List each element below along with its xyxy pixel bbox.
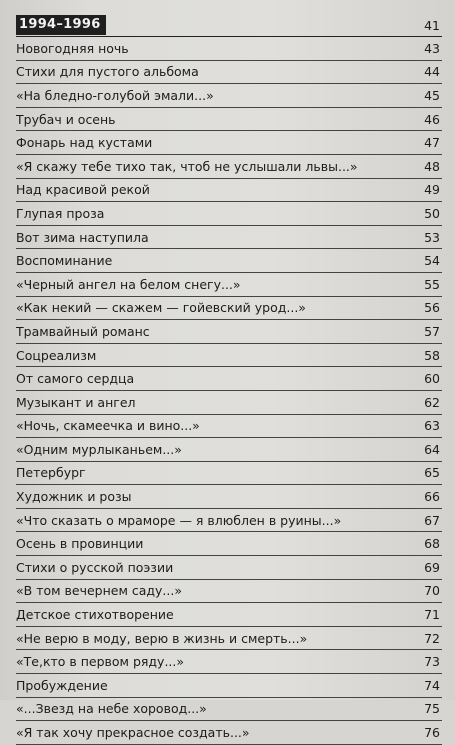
toc-entry-title: Новогодняя ночь [16,40,129,56]
toc-entry-title: Соцреализм [16,347,97,363]
toc-entry [16,650,442,674]
toc-entry-page-number: 58 [424,347,440,363]
toc-entry-title: «Ночь, скамеечка и вино...» [16,418,200,434]
toc-entry [16,179,442,203]
toc-entry-page-number: 46 [424,111,440,127]
toc-entry [16,580,442,604]
section-page-number: 41 [424,17,440,33]
toc-entry-title: «...Звезд на небе хоровод...» [16,701,207,717]
section-title: 1994–1996 [16,15,106,35]
toc-entry-title: «Я так хочу прекрасное создать...» [16,725,250,741]
toc-entry [16,226,442,250]
toc-entry-title: Воспоминание [16,253,113,269]
toc-entry [16,415,442,439]
toc-entry-page-number: 50 [424,205,440,221]
toc-entry-title: Трамвайный романс [16,323,150,339]
toc-entry-page-number: 54 [424,253,440,269]
toc-entry-page-number: 66 [424,489,440,505]
toc-entry-page-number: 57 [424,323,440,339]
toc-entry-list [16,37,442,745]
toc-entry-title: Глупая проза [16,205,105,221]
toc-entry-title: «На бледно-голубой эмали...» [16,87,214,103]
toc-entry-page-number: 62 [424,394,440,410]
toc-entry-title: Вот зима наступила [16,229,149,245]
toc-entry-title: «Что сказать о мраморе — я влюблен в руины...» [16,512,342,528]
toc-entry [16,202,442,226]
toc-entry [16,273,442,297]
toc-entry [16,627,442,651]
toc-entry [16,84,442,108]
table-of-contents [16,14,442,745]
toc-entry [16,462,442,486]
toc-entry-title: «Те,кто в первом ряду...» [16,654,185,670]
toc-entry [16,344,442,368]
toc-entry-title: «Не верю в моду, верю в жизнь и смерть...» [16,630,308,646]
toc-entry-page-number: 43 [424,40,440,56]
toc-entry [16,438,442,462]
toc-entry-page-number: 53 [424,229,440,245]
toc-entry-page-number: 73 [424,654,440,670]
toc-entry [16,674,442,698]
toc-entry-title: «Как некий — скажем — гойевский урод...» [16,300,306,316]
toc-entry-page-number: 44 [424,64,440,80]
toc-entry-page-number: 55 [424,276,440,292]
section-heading-row [16,14,442,37]
toc-entry-title: Петербург [16,465,86,481]
toc-entry-title: «В том вечернем саду...» [16,583,183,599]
toc-entry-title: От самого сердца [16,371,135,387]
toc-entry [16,297,442,321]
toc-entry-title: Над красивой рекой [16,182,150,198]
toc-entry-page-number: 69 [424,559,440,575]
toc-entry-page-number: 70 [424,583,440,599]
toc-entry-page-number: 75 [424,701,440,717]
toc-entry-page-number: 67 [424,512,440,528]
toc-entry [16,698,442,722]
toc-entry-title: Художник и розы [16,489,132,505]
toc-entry-page-number: 71 [424,607,440,623]
toc-entry [16,532,442,556]
toc-entry-title: Фонарь над кустами [16,135,153,151]
toc-entry [16,249,442,273]
toc-entry-page-number: 47 [424,135,440,151]
toc-entry [16,37,442,61]
toc-entry-title: «Одним мурлыканьем...» [16,441,182,457]
toc-entry-title: Осень в провинции [16,536,144,552]
toc-entry-title: Трубач и осень [16,111,116,127]
toc-entry-title: Стихи о русской поэзии [16,559,174,575]
toc-entry-page-number: 74 [424,677,440,693]
toc-entry-title: Музыкант и ангел [16,394,136,410]
toc-entry [16,485,442,509]
toc-entry [16,556,442,580]
toc-entry-page-number: 60 [424,371,440,387]
toc-entry-title: «Черный ангел на белом снегу...» [16,276,241,292]
toc-entry-page-number: 65 [424,465,440,481]
toc-entry-page-number: 64 [424,441,440,457]
toc-entry-title: Детское стихотворение [16,607,174,623]
toc-entry [16,509,442,533]
toc-entry-page-number: 56 [424,300,440,316]
toc-entry [16,155,442,179]
toc-entry [16,61,442,85]
toc-entry [16,367,442,391]
toc-entry-title: Стихи для пустого альбома [16,64,199,80]
toc-entry-page-number: 48 [424,158,440,174]
toc-entry [16,391,442,415]
toc-entry [16,320,442,344]
toc-entry-page-number: 72 [424,630,440,646]
toc-entry-page-number: 49 [424,182,440,198]
toc-entry [16,721,442,745]
toc-entry [16,108,442,132]
toc-entry [16,603,442,627]
toc-entry-page-number: 45 [424,87,440,103]
toc-entry-title: «Я скажу тебе тихо так, чтоб не услышали львы...» [16,158,358,174]
toc-entry-title: Пробуждение [16,677,108,693]
toc-entry-page-number: 76 [424,725,440,741]
toc-entry-page-number: 68 [424,536,440,552]
toc-entry [16,131,442,155]
toc-entry-page-number: 63 [424,418,440,434]
